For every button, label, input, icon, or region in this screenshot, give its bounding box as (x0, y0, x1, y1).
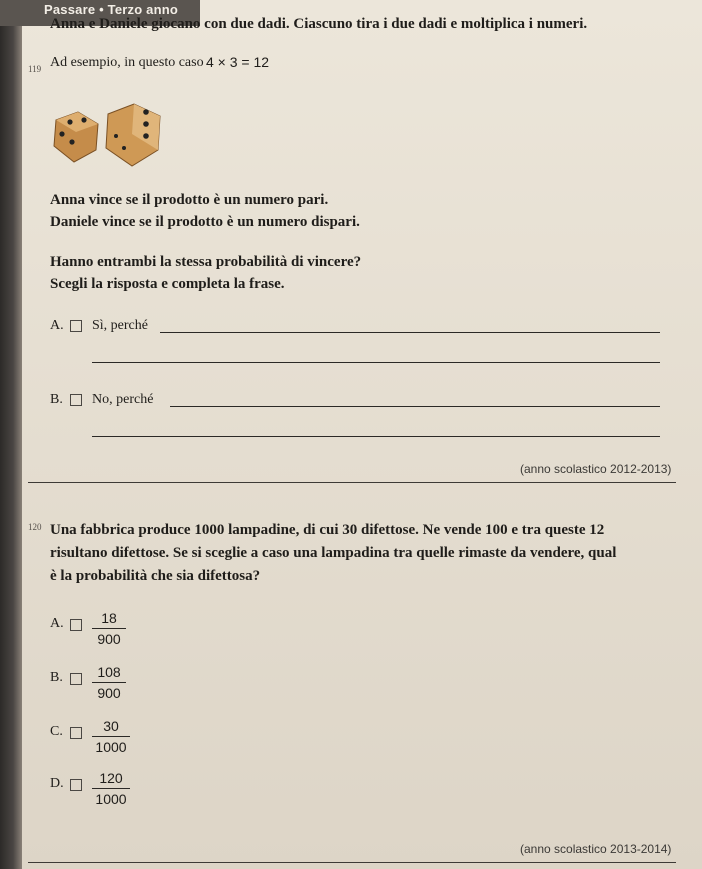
q2-option-b-checkbox[interactable] (70, 673, 82, 685)
q2-option-b-fraction (92, 664, 126, 701)
fraction-bar (92, 628, 126, 629)
q1-option-b-answer-line-2[interactable] (92, 436, 660, 437)
q1-option-b-label: No, perché (92, 392, 154, 407)
header-title: Passare • Terzo anno (44, 2, 179, 17)
q2-option-b-denominator: 900 (97, 685, 121, 701)
q1-rule-daniele: Daniele vince se il prodotto è un numero dispari. (50, 214, 360, 230)
q2-option-d-numerator: 120 (99, 770, 123, 786)
q2-option-a-numerator: 18 (101, 610, 117, 626)
q1-option-a-checkbox[interactable] (70, 320, 82, 332)
q2-option-c-denominator: 1000 (95, 739, 127, 755)
die-three (106, 104, 160, 166)
q2-option-c-fraction (92, 718, 130, 755)
q2-source: (anno scolastico 2013-2014) (520, 842, 672, 856)
q1-instruction: Scegli la risposta e completa la frase. (50, 276, 285, 292)
q2-option-c-checkbox[interactable] (70, 727, 82, 739)
dice-illustration (50, 100, 168, 170)
q2-option-a-checkbox[interactable] (70, 619, 82, 631)
q1-example-prefix: Ad esempio, in questo caso (50, 55, 204, 70)
question-number: 119 (28, 64, 42, 74)
fraction-bar (92, 788, 130, 789)
q2-option-d-denominator: 1000 (95, 791, 127, 807)
q1-option-b-checkbox[interactable] (70, 394, 82, 406)
q1-example-formula: 4 × 3 = 12 (206, 54, 270, 70)
q2-text-line-3: è la probabilità che sia difettosa? (50, 568, 261, 584)
q2-option-c-letter: C. (50, 724, 63, 739)
q2-option-d-fraction (92, 770, 130, 807)
q2-option-d-checkbox[interactable] (70, 779, 82, 791)
bottom-divider (28, 862, 676, 863)
q2-option-b-letter: B. (50, 670, 63, 685)
q2-option-a-letter: A. (50, 616, 64, 631)
q1-option-a-letter: A. (50, 318, 64, 333)
q1-option-a-answer-line-1[interactable] (160, 332, 660, 333)
q2-option-a-denominator: 900 (97, 631, 121, 647)
q1-intro: Anna e Daniele giocano con due dadi. Ciascuno tira i due dadi e moltiplica i numeri. (50, 16, 588, 32)
q1-option-a-label: Sì, perché (92, 318, 148, 333)
q1-rule-anna: Anna vince se il prodotto è un numero pari. (50, 192, 329, 208)
q2-option-b-numerator: 108 (97, 664, 121, 680)
section-divider (28, 482, 676, 483)
q1-option-a-answer-line-2[interactable] (92, 362, 660, 363)
q1-question: Hanno entrambi la stessa probabilità di vincere? (50, 254, 362, 270)
q1-option-b-answer-line-1[interactable] (170, 406, 660, 407)
q2-text-line-2: risultano difettose. Se si sceglie a caso una lampadina tra quelle rimaste da vendere, qual (50, 545, 617, 561)
question-number: 120 (28, 522, 42, 532)
q2-text-line-1: Una fabbrica produce 1000 lampadine, di cui 30 difettose. Ne vende 100 e tra queste 12 (50, 522, 605, 538)
q2-option-a-fraction (92, 610, 126, 647)
q2-option-d-letter: D. (50, 776, 64, 791)
q2-option-c-numerator: 30 (103, 718, 119, 734)
q1-option-b-letter: B. (50, 392, 63, 407)
fraction-bar (92, 736, 130, 737)
q1-source: (anno scolastico 2012-2013) (520, 462, 672, 476)
fraction-bar (92, 682, 126, 683)
die-four (54, 112, 98, 162)
book-spine (0, 0, 22, 869)
